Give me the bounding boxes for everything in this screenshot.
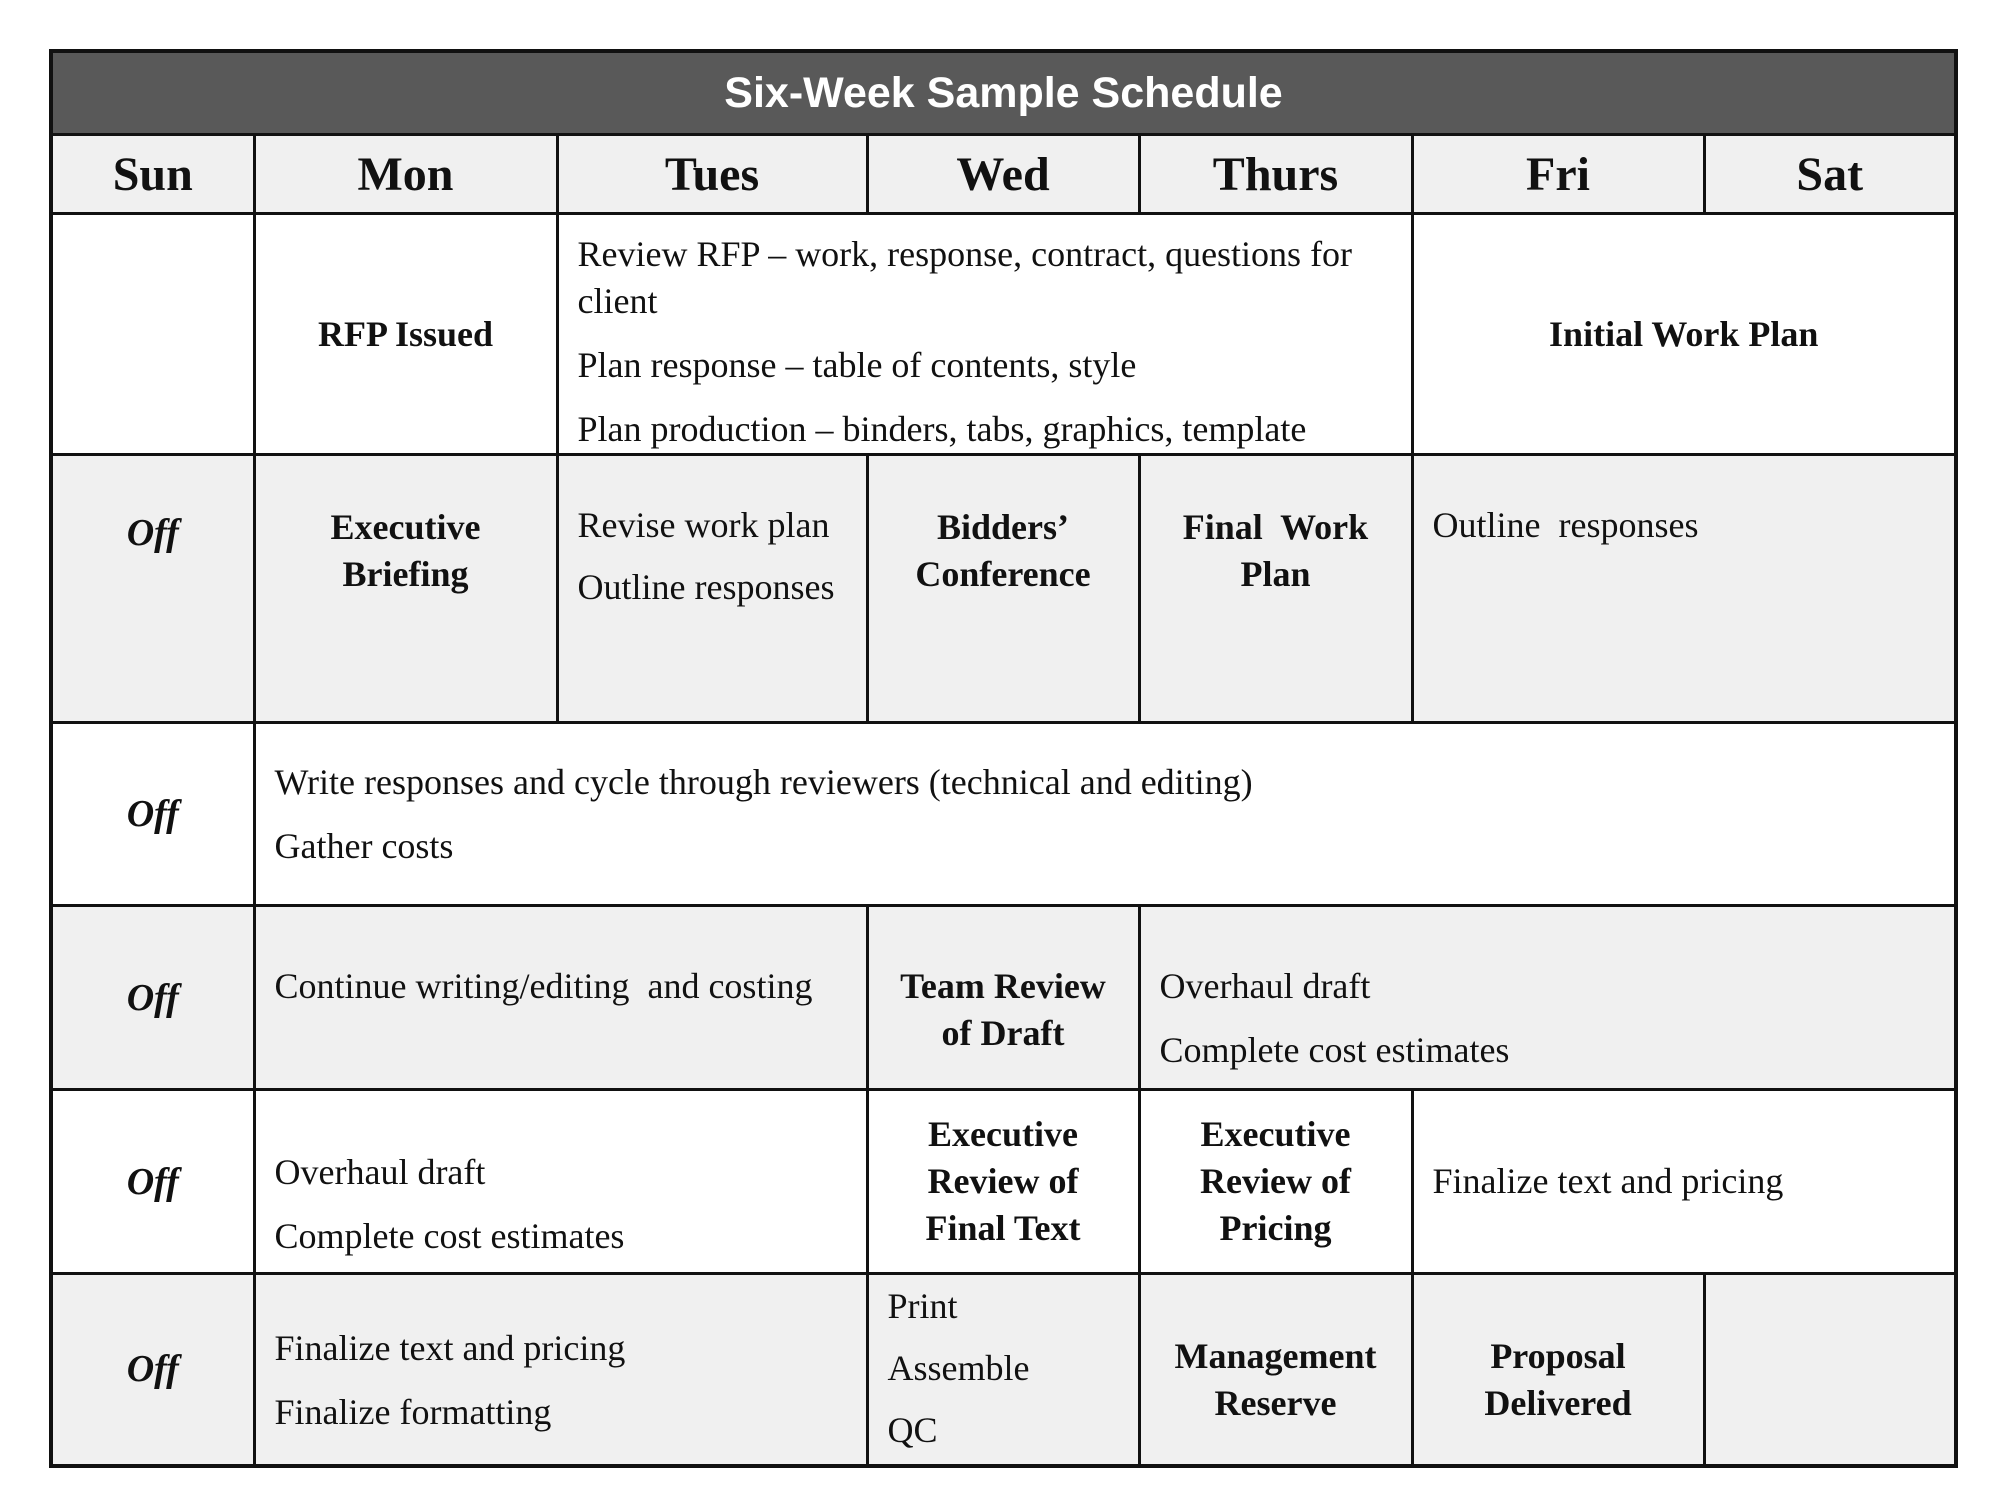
cell-line: Review of xyxy=(1200,1161,1351,1201)
cell-line: Briefing xyxy=(342,554,469,594)
week-4-task: Continue writing/editing and costing xyxy=(274,966,813,1006)
cell-line: Management xyxy=(1174,1336,1377,1377)
cell-line: Executive xyxy=(330,507,481,547)
week-6-row xyxy=(51,1274,1956,1466)
cell-line: Executive xyxy=(928,1114,1078,1154)
week-4-sun-off: Off xyxy=(51,906,254,1090)
day-header-sun: Sun xyxy=(51,135,254,214)
week-2-task: Outline responses xyxy=(577,567,835,607)
week-3-row xyxy=(51,723,1956,906)
week-5-wed-cell xyxy=(867,1090,1139,1274)
day-header-wed: Wed xyxy=(867,135,1139,214)
cell-line: Review of xyxy=(927,1161,1079,1201)
week-4-task: Overhaul draft xyxy=(1159,966,1371,1006)
week-3-task: Gather costs xyxy=(274,825,454,866)
cell-line: Conference xyxy=(915,554,1091,594)
week-1-task: Plan production – binders, tabs, graphics, template xyxy=(577,409,1307,449)
cell-line: Proposal xyxy=(1490,1336,1626,1377)
week-6-thu-cell xyxy=(1139,1274,1412,1466)
week-2-thu-cell xyxy=(1139,455,1412,723)
week-2-sun-off: Off xyxy=(51,455,254,723)
week-5-task: Complete cost estimates xyxy=(274,1216,625,1256)
cell-line: Delivered xyxy=(1484,1383,1632,1424)
week-6-task: Assemble xyxy=(887,1348,1030,1388)
week-6-fri-cell xyxy=(1412,1274,1704,1466)
cell-line: Final Text xyxy=(925,1208,1081,1248)
week-2-fri-sat-cell: Outline responses xyxy=(1412,455,1956,723)
week-6-task: Finalize formatting xyxy=(274,1391,552,1432)
week-6-task: Finalize text and pricing xyxy=(274,1327,626,1368)
week-1-tue-thu-cell xyxy=(557,214,1412,455)
week-6-task: QC xyxy=(887,1410,938,1450)
week-4-row xyxy=(51,906,1956,1090)
schedule-title: Six-Week Sample Schedule xyxy=(51,51,1956,135)
cell-line: Bidders’ xyxy=(936,507,1069,547)
cell-line: of Draft xyxy=(941,1013,1065,1053)
week-6-mon-tue-cell xyxy=(254,1274,867,1466)
cell-line: Final Work xyxy=(1182,507,1369,547)
week-4-wed-cell xyxy=(867,906,1139,1090)
cell-line: Reserve xyxy=(1214,1383,1337,1424)
week-4-task: Complete cost estimates xyxy=(1159,1030,1510,1070)
cell-line: Team Review xyxy=(900,966,1106,1006)
week-5-thu-cell xyxy=(1139,1090,1412,1274)
week-6-wed-cell xyxy=(867,1274,1139,1466)
week-1-task: Plan response – table of contents, style xyxy=(577,345,1137,385)
week-1-fri-sat-cell: Initial Work Plan xyxy=(1412,214,1956,455)
day-header-mon: Mon xyxy=(254,135,557,214)
week-2-mon-cell xyxy=(254,455,557,723)
day-header-fri: Fri xyxy=(1412,135,1704,214)
day-header-thurs: Thurs xyxy=(1139,135,1412,214)
week-2-tue-cell xyxy=(557,455,867,723)
day-header-tues: Tues xyxy=(557,135,867,214)
week-3-task: Write responses and cycle through reviewers (technical and editing) xyxy=(274,761,1253,802)
week-6-task: Print xyxy=(887,1286,958,1326)
week-6-sat-cell xyxy=(1704,1274,1956,1466)
week-2-row xyxy=(51,455,1956,723)
week-5-task: Overhaul draft xyxy=(274,1152,486,1192)
week-1-row xyxy=(51,214,1956,455)
day-header-sat: Sat xyxy=(1704,135,1956,214)
cell-line: Pricing xyxy=(1219,1208,1332,1248)
week-2-wed-cell xyxy=(867,455,1139,723)
week-5-mon-tue-cell xyxy=(254,1090,867,1274)
cell-line: Executive xyxy=(1200,1114,1351,1154)
week-3-sun-off: Off xyxy=(51,723,254,906)
week-1-sun-cell xyxy=(51,214,254,455)
week-2-task: Revise work plan xyxy=(577,505,830,545)
week-5-row xyxy=(51,1090,1956,1274)
day-header-row xyxy=(51,135,1956,214)
cell-line: Plan xyxy=(1240,554,1311,594)
week-5-fri-sat-cell: Finalize text and pricing xyxy=(1412,1090,1956,1274)
week-3-mon-sat-cell xyxy=(254,723,1956,906)
week-1-mon-cell: RFP Issued xyxy=(254,214,557,455)
week-1-task: Review RFP – work, response, contract, questions for client xyxy=(577,234,1353,321)
week-5-sun-off: Off xyxy=(51,1090,254,1274)
week-4-mon-tue-cell xyxy=(254,906,867,1090)
week-6-sun-off: Off xyxy=(51,1274,254,1466)
six-week-schedule-table xyxy=(49,49,1958,1468)
week-4-thu-sat-cell xyxy=(1139,906,1956,1090)
